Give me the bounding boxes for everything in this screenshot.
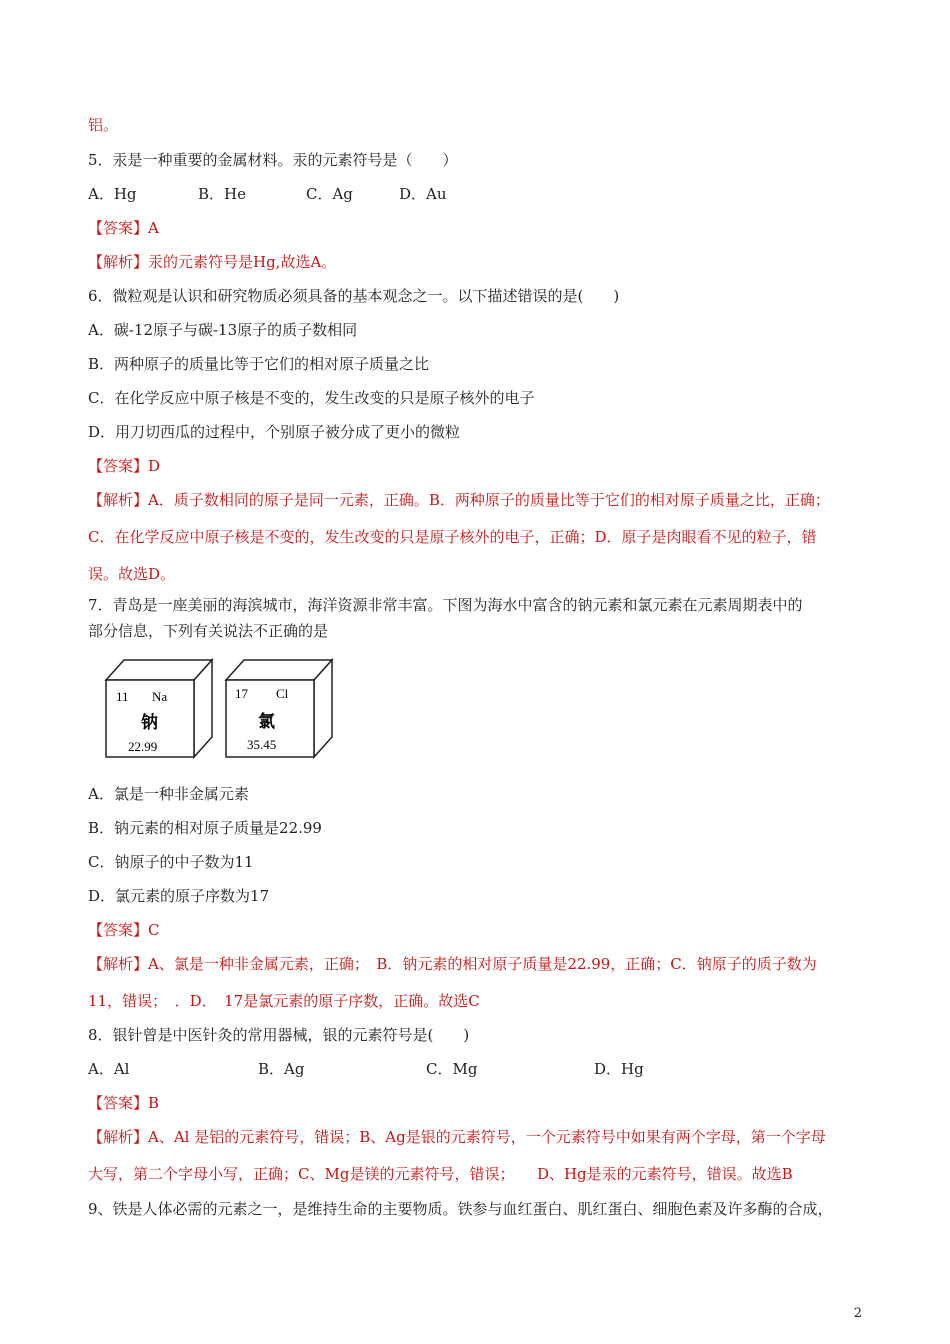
q7-analysis-line-2: 11，错误； ．D． 17是氯元素的原子序数，正确。故选C — [88, 992, 480, 1010]
q8-stem: 8．银针曾是中医针灸的常用器械，银的元素符号是( ) — [88, 1026, 470, 1044]
q7-analysis-line-1: 【解析】A、氯是一种非金属元素，正确； B．钠元素的相对原子质量是22.99，正确；C．钠原子的质子数为 — [88, 955, 817, 973]
q9-stem: 9、铁是人体必需的元素之一，是维持生命的主要物质。铁参与血红蛋白、肌红蛋白、细胞色素及许多酶的合成， — [88, 1200, 833, 1218]
q6-analysis-line-2: C．在化学反应中原子核是不变的，发生改变的只是原子核外的电子，正确；D．原子是肉眼看不见的粒子，错 — [88, 528, 817, 546]
q8-option-a: A．Al — [88, 1060, 130, 1078]
periodic-table-figure — [104, 655, 344, 760]
sodium-name: 钠 — [141, 713, 158, 733]
q5-option-b: B．He — [198, 185, 246, 203]
sodium-mass: 22.99 — [128, 739, 158, 754]
q6-option-d: D．用刀切西瓜的过程中，个别原子被分成了更小的微粒 — [88, 423, 461, 441]
q7-option-c: C．钠原子的中子数为11 — [88, 853, 254, 871]
chlorine-symbol: Cl — [276, 686, 289, 701]
q7-option-a: A．氯是一种非金属元素 — [88, 785, 249, 803]
q8-analysis-line-1: 【解析】A、Al 是铝的元素符号，错误；B、Ag是银的元素符号，一个元素符号中如果有两个字母，第一个字母 — [88, 1128, 826, 1146]
q7-option-d: D．氯元素的原子序数为17 — [88, 887, 270, 905]
q5-analysis: 【解析】汞的元素符号是Hg,故选A。 — [88, 253, 337, 271]
q7-stem-line-1: 7．青岛是一座美丽的海滨城市，海洋资源非常丰富。下图为海水中富含的钠元素和氯元素在元素周期表中的 — [88, 596, 803, 614]
q8-option-c: C．Mg — [426, 1060, 478, 1078]
sodium-symbol: Na — [152, 689, 168, 704]
sodium-number: 11 — [116, 689, 129, 704]
q8-answer: 【答案】B — [88, 1094, 160, 1112]
q6-option-b: B．两种原子的质量比等于它们的相对原子质量之比 — [88, 355, 430, 373]
q5-options — [88, 184, 447, 204]
q7-answer: 【答案】C — [88, 921, 160, 939]
page-number: 2 — [853, 1306, 862, 1321]
sodium-tile — [106, 660, 212, 757]
q5-answer: 【答案】A — [88, 219, 159, 237]
q5-option-d: D．Au — [399, 185, 447, 203]
q5-option-c: C．Ag — [306, 185, 353, 203]
q8-option-d: D．Hg — [594, 1060, 644, 1078]
chlorine-mass: 35.45 — [247, 737, 277, 752]
q8-option-b: B．Ag — [258, 1060, 305, 1078]
q5-stem: 5．汞是一种重要的金属材料。汞的元素符号是（ ） — [88, 151, 458, 169]
chlorine-name: 氯 — [258, 712, 275, 732]
q6-analysis-line-3: 误。故选D。 — [88, 565, 176, 583]
q8-analysis-line-2: 大写，第二个字母小写，正确；C、Mg是镁的元素符号，错误； D、Hg是汞的元素符号，错误。故选B — [88, 1165, 793, 1183]
q5-option-a: A．Hg — [88, 185, 137, 203]
chlorine-number: 17 — [235, 686, 248, 701]
q7-stem-line-2: 部分信息，下列有关说法不正确的是 — [88, 622, 329, 640]
q8-options — [88, 1059, 644, 1079]
q7-option-b: B．钠元素的相对原子质量是22.99 — [88, 819, 322, 837]
q6-analysis-line-1: 【解析】A．质子数相同的原子是同一元素，正确。B．两种原子的质量比等于它们的相对原子质量之比，正确； — [88, 491, 830, 509]
q6-stem: 6．微粒观是认识和研究物质必须具备的基本观念之一。以下描述错误的是( ) — [88, 287, 620, 305]
continued-text: 铝。 — [88, 116, 119, 134]
chlorine-tile — [226, 660, 332, 757]
q6-option-c: C．在化学反应中原子核是不变的，发生改变的只是原子核外的电子 — [88, 389, 535, 407]
q6-option-a: A．碳-12原子与碳-13原子的质子数相同 — [88, 321, 358, 339]
q6-answer: 【答案】D — [88, 457, 161, 475]
